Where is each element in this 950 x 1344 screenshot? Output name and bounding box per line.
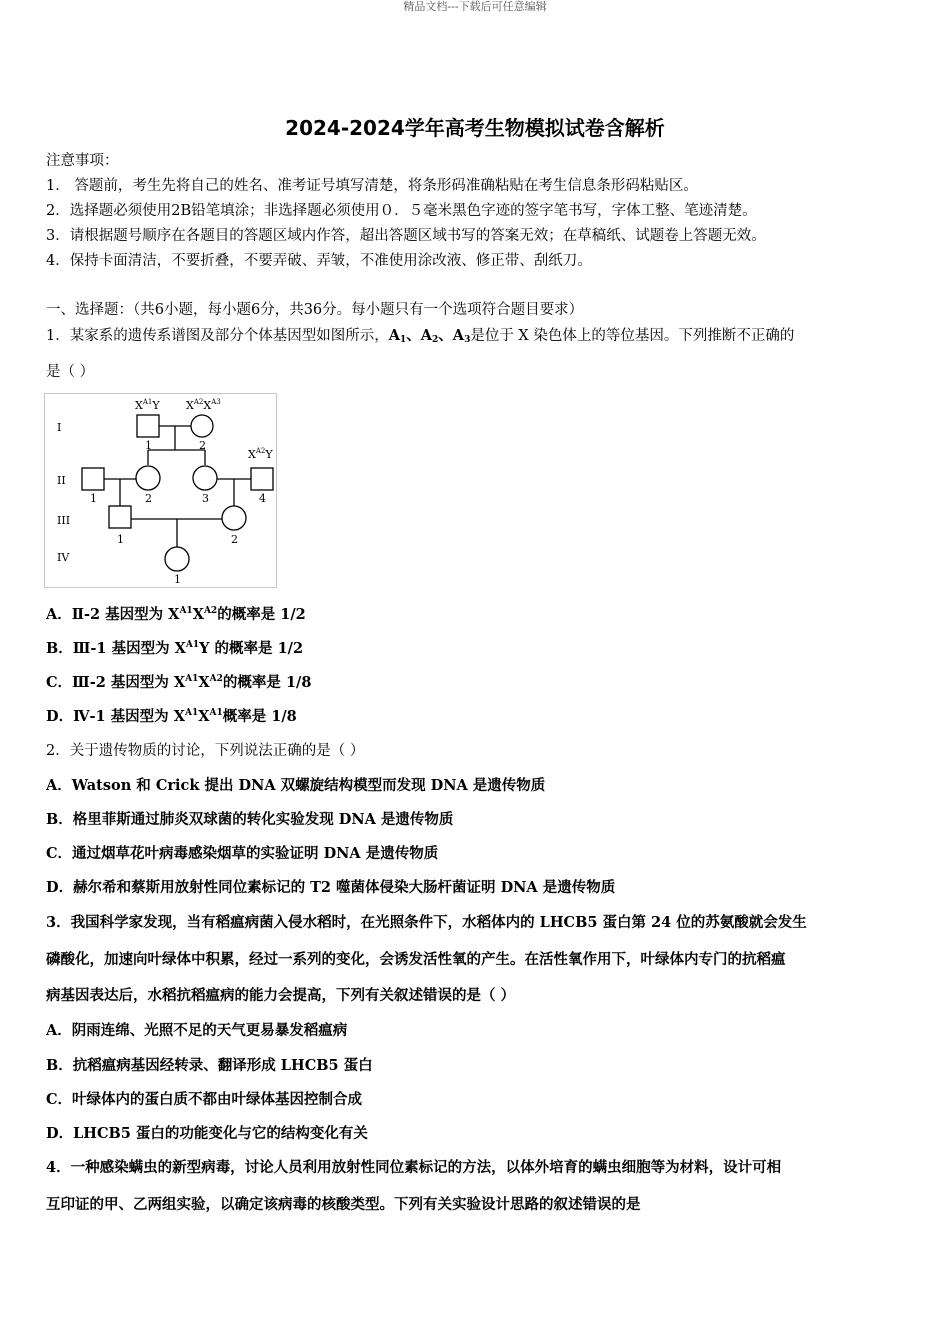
gen-label-iv: IV [57, 551, 70, 564]
q1-stem-a: 1．某家系的遗传系谱图及部分个体基因型如图所示， [46, 328, 389, 344]
gen-label-i: I [57, 421, 62, 434]
notice-item-1: 1． 答题前，考生先将自己的姓名、准考证号填写清楚，将条形码准确粘贴在考生信息条形码粘贴区。 [46, 178, 698, 194]
q3-option-c: C．叶绿体内的蛋白质不都由叶绿体基因控制合成 [46, 1091, 363, 1108]
q1-option-c: C．Ⅲ-2 基因型为 $X^{A1}X^{A2}$的概率是 1/8 [46, 674, 312, 691]
pedigree-num-iv1: 1 [174, 573, 181, 586]
pedigree-iii2-female [222, 506, 246, 530]
q3-option-a: A．阴雨连绵、光照不足的天气更易暴发稻瘟病 [46, 1022, 348, 1039]
pedigree-ii2-female [136, 466, 160, 490]
pedigree-genotype-i2: $X^{A2}X^{A3}$ [186, 398, 221, 412]
q2-option-d: D．赫尔希和蔡斯用放射性同位素标记的 T2 噬菌体侵染大肠杆菌证明 DNA 是遗传物质 [46, 879, 616, 896]
gen-label-iii: III [57, 514, 71, 527]
q1-stem-b: 是位于 X 染色体上的等位基因。下列推断不正确的 [470, 328, 795, 344]
pedigree-num-i1: 1 [145, 439, 152, 452]
q2-option-c: C．通过烟草花叶病毒感染烟草的实验证明 DNA 是遗传物质 [46, 845, 439, 862]
page-title: 2024-2024学年高考生物模拟试卷含解析 [285, 116, 665, 140]
gen-label-ii: II [57, 474, 66, 487]
pedigree-ii3-female [193, 466, 217, 490]
pedigree-iv1-female [165, 547, 189, 571]
question-1-stem [46, 326, 794, 346]
pedigree-chart [44, 393, 277, 588]
pedigree-num-i2: 2 [199, 439, 206, 452]
q1-option-d: D．Ⅳ-1 基因型为 $X^{A1}X^{A1}$概率是 1/8 [46, 708, 297, 725]
pedigree-num-ii4: 4 [259, 492, 266, 505]
pedigree-ii1-male [82, 468, 104, 490]
question-3-stem-line-1: 3．我国科学家发现，当有稻瘟病菌入侵水稻时，在光照条件下，水稻体内的 LHCB5 蛋白第 24 位的苏氨酸就会发生 [46, 914, 807, 931]
pedigree-num-ii3: 3 [202, 492, 209, 505]
pedigree-num-ii1: 1 [90, 492, 97, 505]
pedigree-num-ii2: 2 [145, 492, 152, 505]
pedigree-i1-male [137, 415, 159, 437]
question-4-stem-line-2: 互印证的甲、乙两组实验，以确定该病毒的核酸类型。下列有关实验设计思路的叙述错误的是 [46, 1196, 641, 1213]
pedigree-num-iii1: 1 [117, 533, 124, 546]
pedigree-ii4-male [251, 468, 273, 490]
q1-option-a: A．Ⅱ-2 基因型为 $X^{A1}X^{A2}$的概率是 1/2 [46, 606, 306, 623]
notice-item-4: 4．保持卡面清洁，不要折叠，不要弄破、弄皱，不准使用涂改液、修正带、刮纸刀。 [46, 253, 592, 269]
section-title: 一、选择题：（共6小题，每小题6分，共36分。每小题只有一个选项符合题目要求） [46, 302, 584, 318]
q1-option-b: B．Ⅲ-1 基因型为 $X^{A1}Y$ 的概率是 1/2 [46, 640, 304, 657]
notice-item-3: 3．请根据题号顺序在各题目的答题区域内作答，超出答题区域书写的答案无效；在草稿纸、试题卷上答题无效。 [46, 228, 766, 244]
q2-option-a: A．Watson 和 Crick 提出 DNA 双螺旋结构模型而发现 DNA 是遗传物质 [46, 777, 546, 794]
pedigree-i2-female [191, 415, 213, 437]
pedigree-iii1-male [109, 506, 131, 528]
notice-item-2: 2．选择题必须使用2B铅笔填涂；非选择题必须使用０．５毫米黑色字迹的签字笔书写，字体工整、笔迹清楚。 [46, 203, 757, 219]
pedigree-svg [45, 394, 276, 587]
pedigree-genotype-i1: $X^{A1}Y$ [135, 398, 160, 412]
question-4-stem-line-1: 4．一种感染螨虫的新型病毒，讨论人员利用放射性同位素标记的方法，以体外培育的螨虫细胞等为材料，设计可相 [46, 1159, 782, 1176]
q3-option-b: B．抗稻瘟病基因经转录、翻译形成 LHCB5 蛋白 [46, 1057, 373, 1074]
question-3-stem-line-2: 磷酸化，加速向叶绿体中积累，经过一系列的变化，会诱发活性氧的产生。在活性氧作用下，叶绿体内专门的抗稻瘟 [46, 951, 786, 968]
question-1-stem-end: 是（ ） [46, 364, 95, 380]
allele-list: $A_1$、$A_2$、$A_3$ [388, 327, 471, 345]
notice-heading: 注意事项： [46, 153, 119, 169]
pedigree-num-iii2: 2 [231, 533, 238, 546]
question-3-stem-line-3: 病基因表达后，水稻抗稻瘟病的能力会提高，下列有关叙述错误的是（ ） [46, 987, 516, 1004]
page-header: 精品文档---下载后可任意编辑 [403, 0, 547, 13]
pedigree-genotype-ii4: $X^{A2}Y$ [248, 447, 273, 461]
q2-option-b: B．格里菲斯通过肺炎双球菌的转化实验发现 DNA 是遗传物质 [46, 811, 454, 828]
q3-option-d: D．LHCB5 蛋白的功能变化与它的结构变化有关 [46, 1125, 368, 1142]
question-2-stem: 2．关于遗传物质的讨论，下列说法正确的是（ ） [46, 743, 365, 759]
